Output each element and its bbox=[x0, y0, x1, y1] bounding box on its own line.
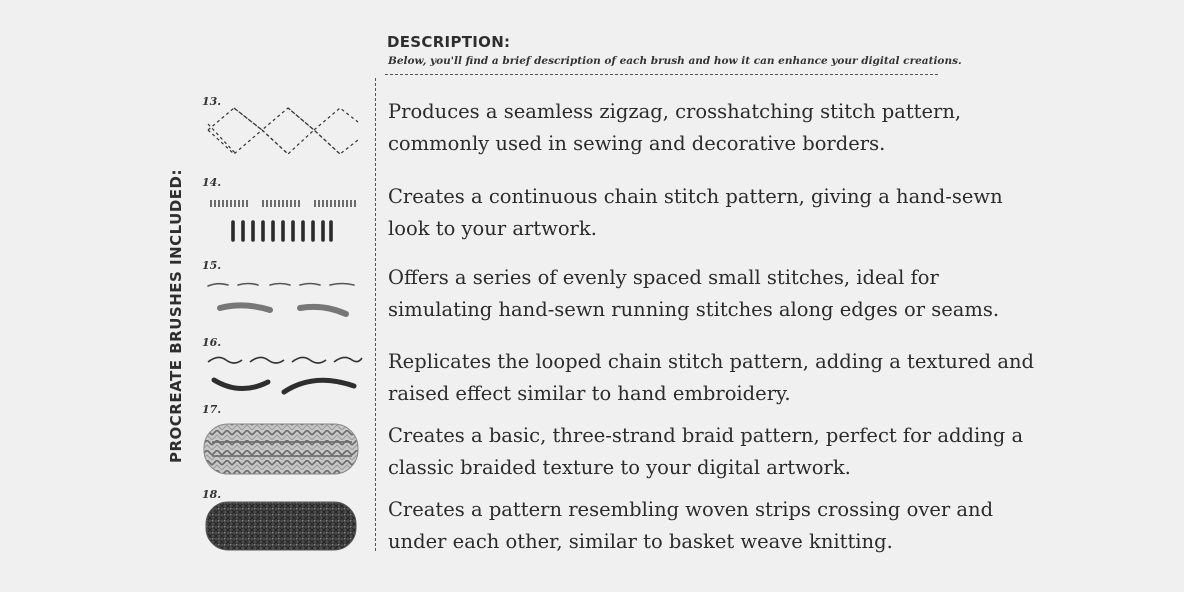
brush-description: Replicates the looped chain stitch pattern, adding a textured and raised effect similar to hand embroidery. bbox=[388, 350, 1035, 405]
braid-brush-preview bbox=[202, 420, 362, 478]
chain-stitch-brush-preview bbox=[205, 194, 365, 246]
brush-number: 17. bbox=[202, 403, 222, 416]
brush-description: Produces a seamless zigzag, crosshatching stitch pattern, commonly used in sewing and decorative borders. bbox=[388, 100, 962, 155]
running-stitch-brush-preview bbox=[204, 274, 364, 326]
brush-number: 16. bbox=[202, 336, 222, 349]
description-subtitle: Below, you'll find a brief description of each brush and how it can enhance your digital creations. bbox=[388, 55, 962, 67]
brush-number: 14. bbox=[202, 176, 222, 189]
header-divider bbox=[385, 74, 938, 75]
brush-number: 13. bbox=[202, 95, 222, 108]
basket-weave-brush-preview bbox=[204, 500, 360, 552]
brush-number: 15. bbox=[202, 259, 222, 272]
brush-number: 18. bbox=[202, 488, 222, 501]
brush-description: Offers a series of evenly spaced small stitches, ideal for simulating hand-sewn running stitches along edges or seams. bbox=[388, 266, 1000, 321]
brush-description: Creates a basic, three-strand braid pattern, perfect for adding a classic braided texture to your digital artwork. bbox=[388, 424, 1024, 479]
column-divider bbox=[375, 78, 376, 551]
description-heading: DESCRIPTION: bbox=[387, 33, 511, 51]
side-title: PROCREATE BRUSHES INCLUDED: bbox=[167, 168, 185, 464]
zigzag-crosshatch-brush-preview bbox=[202, 102, 362, 162]
brush-description: Creates a pattern resembling woven strips crossing over and under each other, similar to basket weave knitting. bbox=[388, 498, 994, 553]
brush-description: Creates a continuous chain stitch pattern, giving a hand-sewn look to your artwork. bbox=[388, 185, 1003, 240]
looped-chain-stitch-brush-preview bbox=[204, 350, 364, 402]
